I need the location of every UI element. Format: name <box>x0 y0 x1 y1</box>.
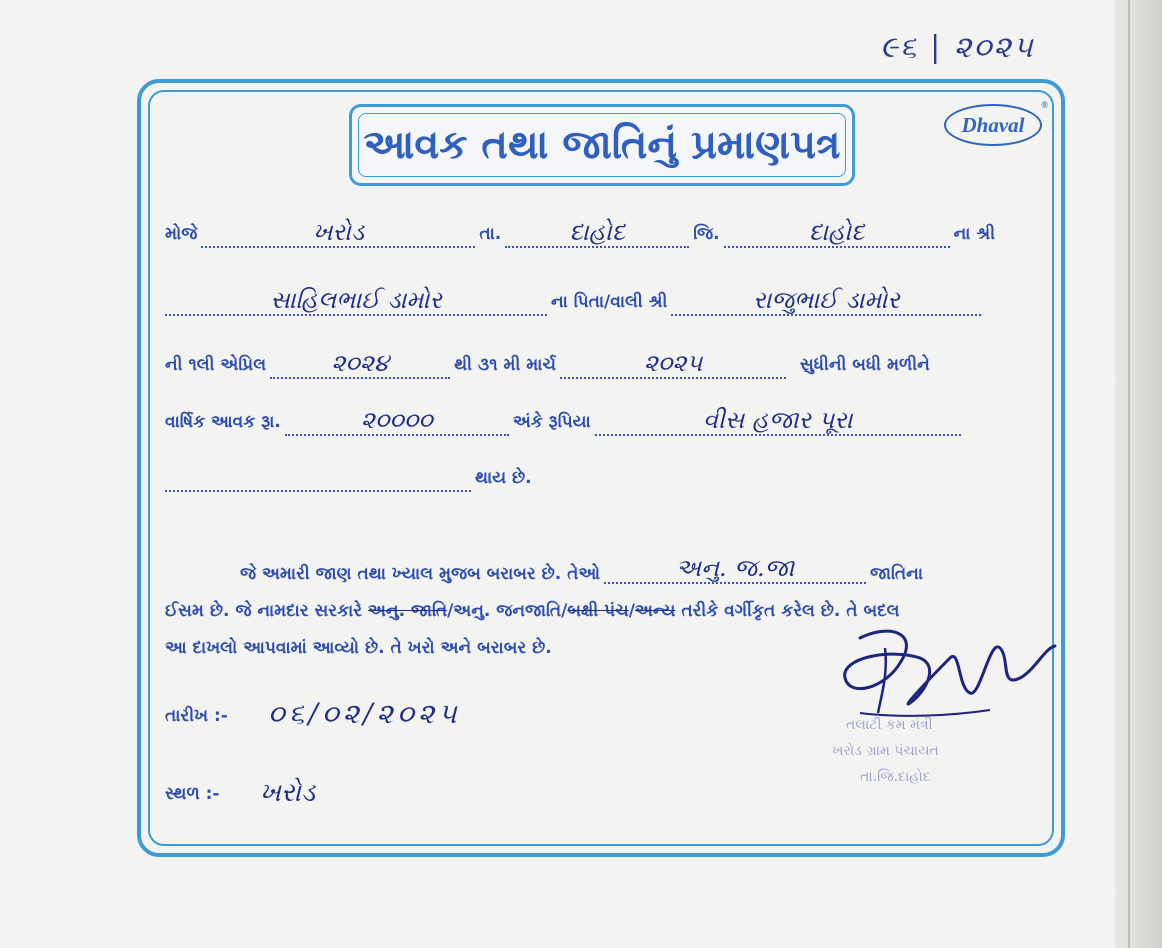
struck-option-1: અનુ. જાતિ <box>367 601 448 621</box>
result-field <box>165 460 471 492</box>
paragraph-line-2-b: /અનુ. જનજાતિ/ <box>447 601 568 621</box>
paragraph-line-2-d: તરીકે વર્ગીકૃત કરેલ છે. તે બદલ <box>681 601 900 621</box>
from-label: ની ૧લી એપ્રિલ <box>165 355 267 375</box>
village-field <box>201 216 475 248</box>
words-field <box>595 404 961 436</box>
paragraph-line-1 <box>240 556 1040 584</box>
stamp-line-1: તલાટી કમ મંત્રી <box>846 717 933 733</box>
paragraph-line-2-a: ઈસમ છે. જે નામદાર સરકારે <box>165 601 363 621</box>
paragraph-line-1-post: જાતિના <box>870 564 923 584</box>
income-value: ૨૦૦૦૦ <box>360 406 433 434</box>
stamp-line-3: તા.જિ.દાહોદ <box>860 769 931 785</box>
father-label: ના પિતા/વાલી શ્રી <box>551 292 668 312</box>
paragraph-line-2-c: / <box>628 601 636 621</box>
page-edge-shadow <box>1115 0 1162 948</box>
page-edge-line <box>1128 0 1130 948</box>
row-period <box>165 347 930 379</box>
to-value: ૨૦૨૫ <box>643 349 703 377</box>
village-value: ખરોડ <box>312 218 364 246</box>
village-label: મોજે <box>165 224 198 244</box>
row-name <box>165 284 985 316</box>
result-suffix: થાય છે. <box>475 468 532 488</box>
brand-logo <box>944 100 1048 146</box>
father-field <box>671 284 981 316</box>
period-suffix: સુધીની બધી મળીને <box>800 355 930 375</box>
row-income <box>165 404 965 436</box>
na-shri-label: ના શ્રી <box>953 224 996 244</box>
words-value: વીસ હજાર પૂરા <box>702 406 853 434</box>
taluka-label: તા. <box>479 224 502 244</box>
from-value: ૨૦૨૪ <box>331 349 389 377</box>
place-value: ખરોડ <box>259 778 316 808</box>
income-field <box>285 404 509 436</box>
taluka-value: દાહોદ <box>569 218 626 246</box>
father-value: રાજુભાઈ ડામોર <box>753 286 900 314</box>
row-place <box>165 780 315 808</box>
caste-field <box>604 556 866 584</box>
words-label: અંકે રૂપિયા <box>512 412 591 432</box>
row-village <box>165 216 995 248</box>
official-stamp <box>832 712 1032 812</box>
caste-value: અનુ. જ.જા <box>675 554 795 582</box>
place-label: સ્થળ :- <box>165 784 220 804</box>
name-value: સાહિલભાઈ ડામોર <box>270 286 442 314</box>
certificate-title: આવક તથા જાતિનું પ્રમાણપત્ર <box>363 122 841 168</box>
row-result <box>165 460 532 492</box>
to-field <box>560 347 786 379</box>
row-date <box>165 697 461 730</box>
income-label: વાર્ષિક આવક રૂા. <box>165 412 281 432</box>
stamp-line-2: ખરોડ ગ્રામ પંચાયત <box>832 743 939 759</box>
struck-option-3: અન્ય <box>635 601 676 621</box>
title-box <box>349 104 855 186</box>
taluka-field <box>505 216 689 248</box>
date-value: ૦૬/૦૨/૨૦૨૫ <box>267 697 461 730</box>
paragraph-line-3: આ દાખલો આપવામાં આવ્યો છે. તે ખરો અને બરાબર છે. <box>165 638 552 658</box>
to-label: થી ૩૧ મી માર્ચ <box>454 355 557 375</box>
registered-mark-icon: ® <box>1041 100 1048 110</box>
name-field <box>165 284 547 316</box>
district-field <box>724 216 950 248</box>
brand-logo-text: Dhaval <box>961 112 1025 137</box>
struck-option-2: બક્ષી પંચ <box>567 601 629 621</box>
from-field <box>270 347 450 379</box>
district-label: જિ. <box>693 224 720 244</box>
serial-number: ૯૬ | ૨૦૨૫ <box>880 30 1035 65</box>
district-value: દાહોદ <box>808 218 865 246</box>
paragraph-line-1-pre: જે અમારી જાણ તથા ખ્યાલ મુજબ બરાબર છે. તેઓ <box>240 564 601 584</box>
date-label: તારીખ :- <box>165 706 228 726</box>
